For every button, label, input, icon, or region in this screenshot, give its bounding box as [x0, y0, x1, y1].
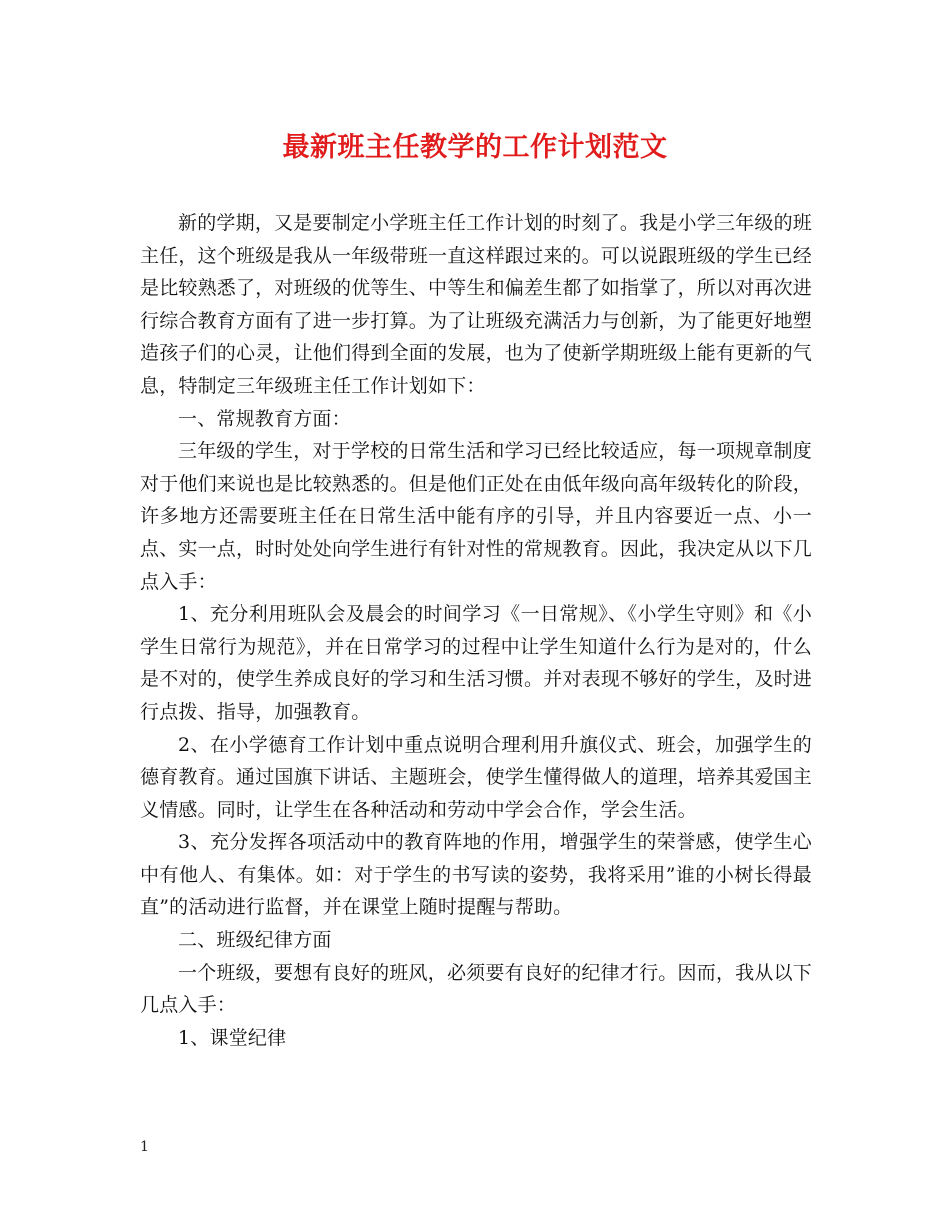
list-item-1: 1、充分利用班队会及晨会的时间学习《一日常规》、《小学生守则》和《小学生日常行为规范》，并在日常学习的过程中让学生知道什么行为是对的，什么是不对的，使学生养成良好的学习和生活习惯。并对表现不够好的学生，及时进行点拨、指导，加强教育。 — [140, 603, 813, 723]
section-heading-routine-education: 一、常规教育方面： — [178, 407, 351, 430]
subheading-classroom-discipline: 1、课堂纪律 — [178, 1026, 287, 1049]
paragraph-class-discipline: 一个班级，要想有良好的班风，必须要有良好的纪律才行。因而，我从以下几点入手： — [140, 961, 812, 1017]
page-number: 1 — [140, 1139, 149, 1155]
paragraph-intro: 新的学期，又是要制定小学班主任工作计划的时刻了。我是小学三年级的班主任，这个班级是我从一年级带班一直这样跟过来的。可以说跟班级的学生已经是比较熟悉了，对班级的优等生、中等生和偏差生都了如指掌了，所以对再次进行综合教育方面有了进一步打算。为了让班级充满活力与创新，为了能更好地塑造孩子们的心灵，让他们得到全面的发展，也为了使新学期班级上能有更新的气息，特制定三年级班主任工作计划如下： — [140, 212, 813, 397]
document-body — [140, 207, 812, 1054]
document-title: 最新班主任教学的工作计划范文 — [282, 132, 668, 163]
list-item-3: 3、充分发挥各项活动中的教育阵地的作用，增强学生的荣誉感，使学生心中有他人、有集体。如：对于学生的书写读的姿势，我将采用”谁的小树长得最直”的活动进行监督，并在课堂上随时提醒与帮助。 — [140, 831, 812, 919]
paragraph-routine-education: 三年级的学生，对于学校的日常生活和学习已经比较适应，每一项规章制度对于他们来说也是比较熟悉的。但是他们正处在由低年级向高年级转化的阶段，许多地方还需要班主任在日常生活中能有序的引导，并且内容要近一点、小一点、实一点，时时处处向学生进行有针对性的常规教育。因此，我决定从以下几点入手： — [140, 440, 813, 593]
list-item-2: 2、在小学德育工作计划中重点说明合理利用升旗仪式、班会，加强学生的德育教育。通过国旗下讲话、主题班会，使学生懂得做人的道理，培养其爱国主义情感。同时，让学生在各种活动和劳动中学会合作，学会生活。 — [140, 733, 813, 821]
section-heading-class-discipline: 二、班级纪律方面 — [178, 929, 332, 952]
